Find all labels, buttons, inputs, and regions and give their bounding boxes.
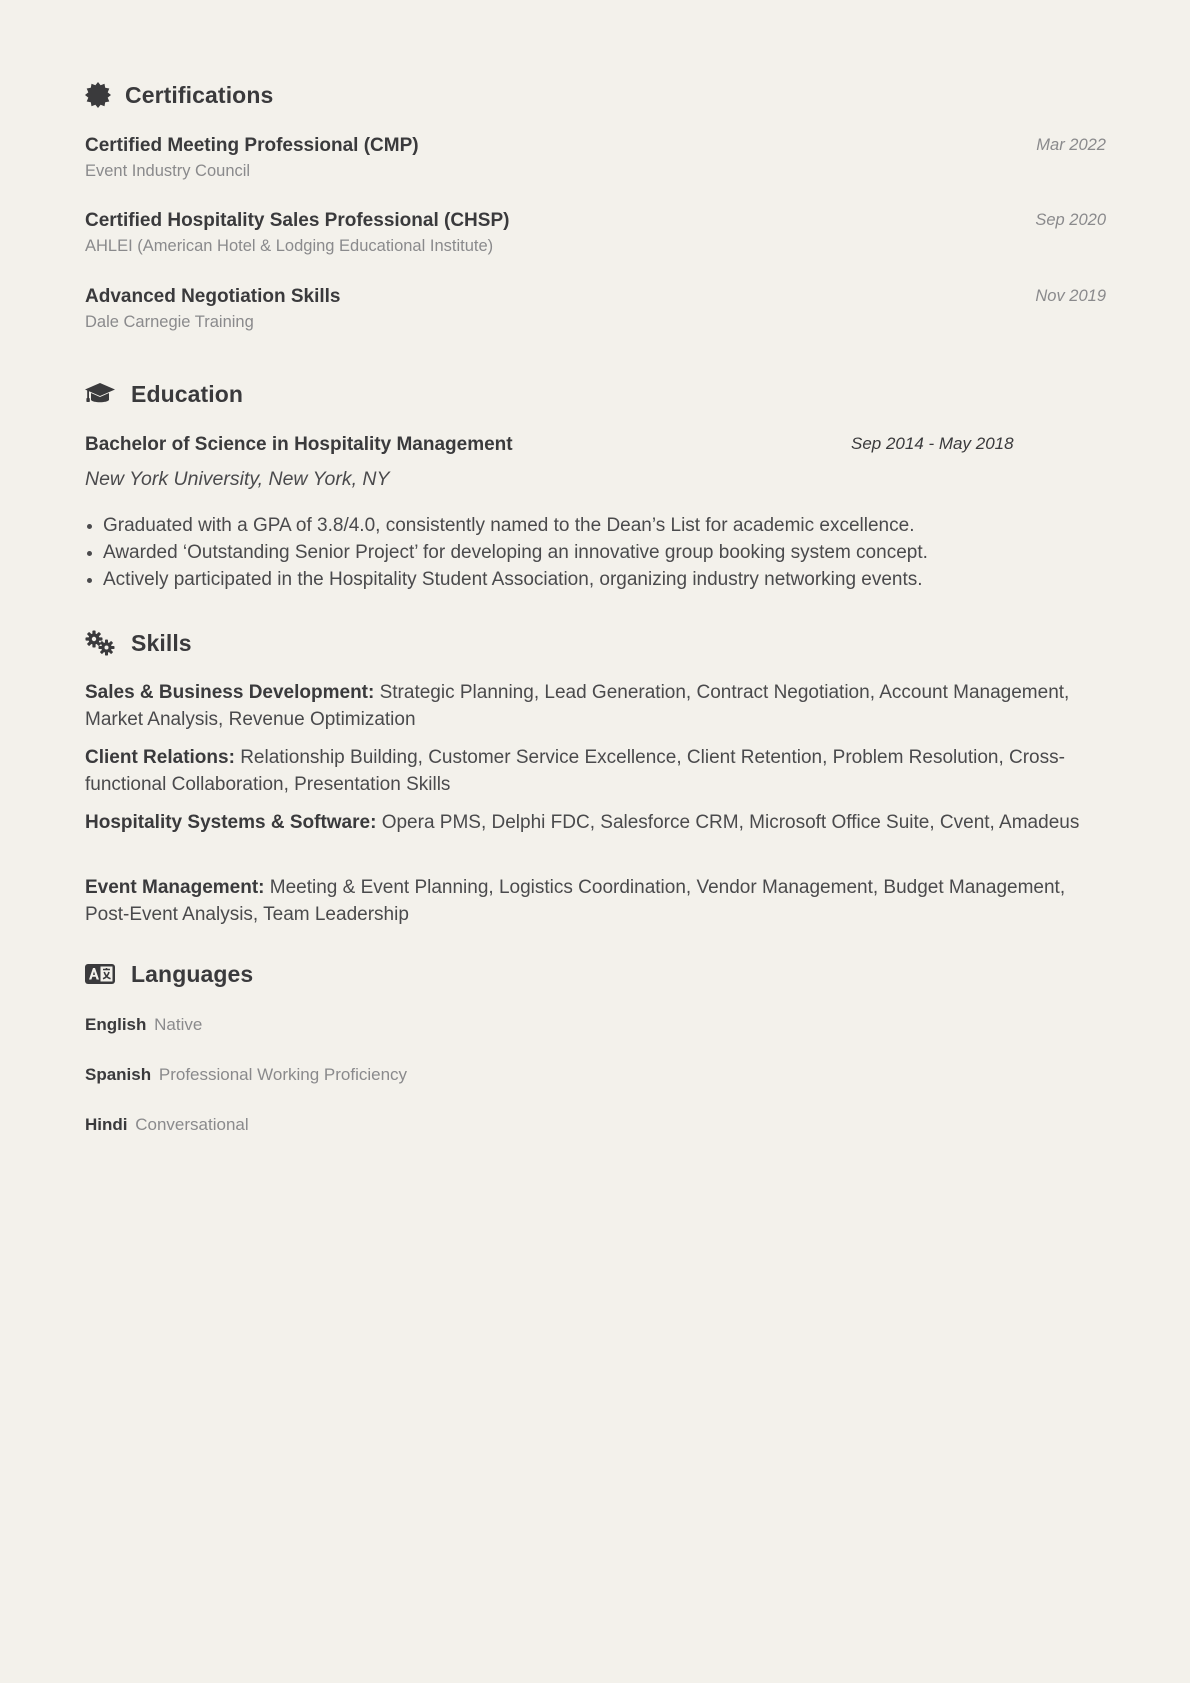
skill-group	[85, 809, 1106, 836]
languages-header	[85, 959, 1106, 989]
certification-name: Certified Meeting Professional (CMP)	[85, 135, 419, 156]
skill-items: Relationship Building, Customer Service Excellence, Client Retention, Problem Resolution, Cross-functional Collaboration, Presentation Skills	[85, 747, 1065, 795]
education-bullet: Actively participated in the Hospitality Student Association, organizing industry networking events.	[85, 566, 928, 593]
skill-category: Client Relations:	[85, 747, 235, 768]
certificate-badge-icon	[85, 81, 111, 109]
skills-section	[85, 628, 1106, 925]
skill-category: Hospitality Systems & Software:	[85, 812, 377, 833]
skills-header	[85, 628, 1106, 658]
education-bullet: Awarded ‘Outstanding Senior Project’ for developing an innovative group booking system concept.	[85, 539, 928, 566]
gears-icon	[85, 629, 115, 657]
language-item	[85, 1015, 202, 1035]
languages-section	[85, 959, 1106, 1134]
graduation-cap-icon	[85, 380, 115, 408]
language-name: English	[85, 1015, 147, 1034]
education-degree: Bachelor of Science in Hospitality Management	[85, 434, 513, 455]
certification-date: Nov 2019	[1035, 287, 1106, 305]
skill-group	[85, 874, 1106, 928]
certification-item	[85, 210, 1106, 260]
language-name: Hindi	[85, 1115, 128, 1134]
education-entry	[85, 434, 1106, 604]
certification-issuer: Dale Carnegie Training	[85, 313, 254, 331]
skill-category: Event Management:	[85, 877, 265, 898]
skills-title: Skills	[131, 629, 192, 656]
certifications-section	[85, 80, 1106, 331]
skill-items: Opera PMS, Delphi FDC, Salesforce CRM, Microsoft Office Suite, Cvent, Amadeus	[381, 812, 1080, 833]
skill-group	[85, 679, 1106, 733]
education-dates: Sep 2014 - May 2018	[851, 434, 1014, 453]
certification-item	[85, 286, 1106, 336]
skill-group	[85, 744, 1106, 798]
language-level: Native	[154, 1015, 203, 1034]
language-level: Conversational	[135, 1115, 249, 1134]
language-name: Spanish	[85, 1065, 152, 1084]
certification-date: Mar 2022	[1036, 136, 1106, 154]
language-icon	[85, 960, 115, 988]
education-section	[85, 379, 1106, 590]
education-title: Education	[131, 380, 244, 407]
education-bullets	[85, 512, 928, 593]
certification-issuer: Event Industry Council	[85, 162, 251, 180]
skill-items: Meeting & Event Planning, Logistics Coordination, Vendor Management, Budget Management, Post-Event Analysis, Team Leadership	[85, 877, 1066, 925]
skill-items: Strategic Planning, Lead Generation, Contract Negotiation, Account Management, Market Analysis, Revenue Optimization	[85, 682, 1070, 730]
certification-name: Advanced Negotiation Skills	[85, 286, 341, 307]
language-item	[85, 1115, 249, 1135]
certifications-title: Certifications	[125, 81, 274, 108]
education-school: New York University, New York, NY	[85, 468, 390, 490]
certification-name: Certified Hospitality Sales Professional (CHSP)	[85, 210, 510, 231]
language-item	[85, 1065, 407, 1085]
education-header	[85, 379, 1106, 409]
certifications-header	[85, 80, 1106, 110]
certification-date: Sep 2020	[1035, 211, 1106, 229]
certification-issuer: AHLEI (American Hotel & Lodging Educational Institute)	[85, 237, 494, 255]
education-bullet: Graduated with a GPA of 3.8/4.0, consistently named to the Dean’s List for academic excellence.	[85, 512, 928, 539]
languages-title: Languages	[131, 960, 254, 987]
certification-item	[85, 135, 1106, 185]
language-level: Professional Working Proficiency	[158, 1065, 408, 1084]
skill-category: Sales & Business Development:	[85, 682, 375, 703]
